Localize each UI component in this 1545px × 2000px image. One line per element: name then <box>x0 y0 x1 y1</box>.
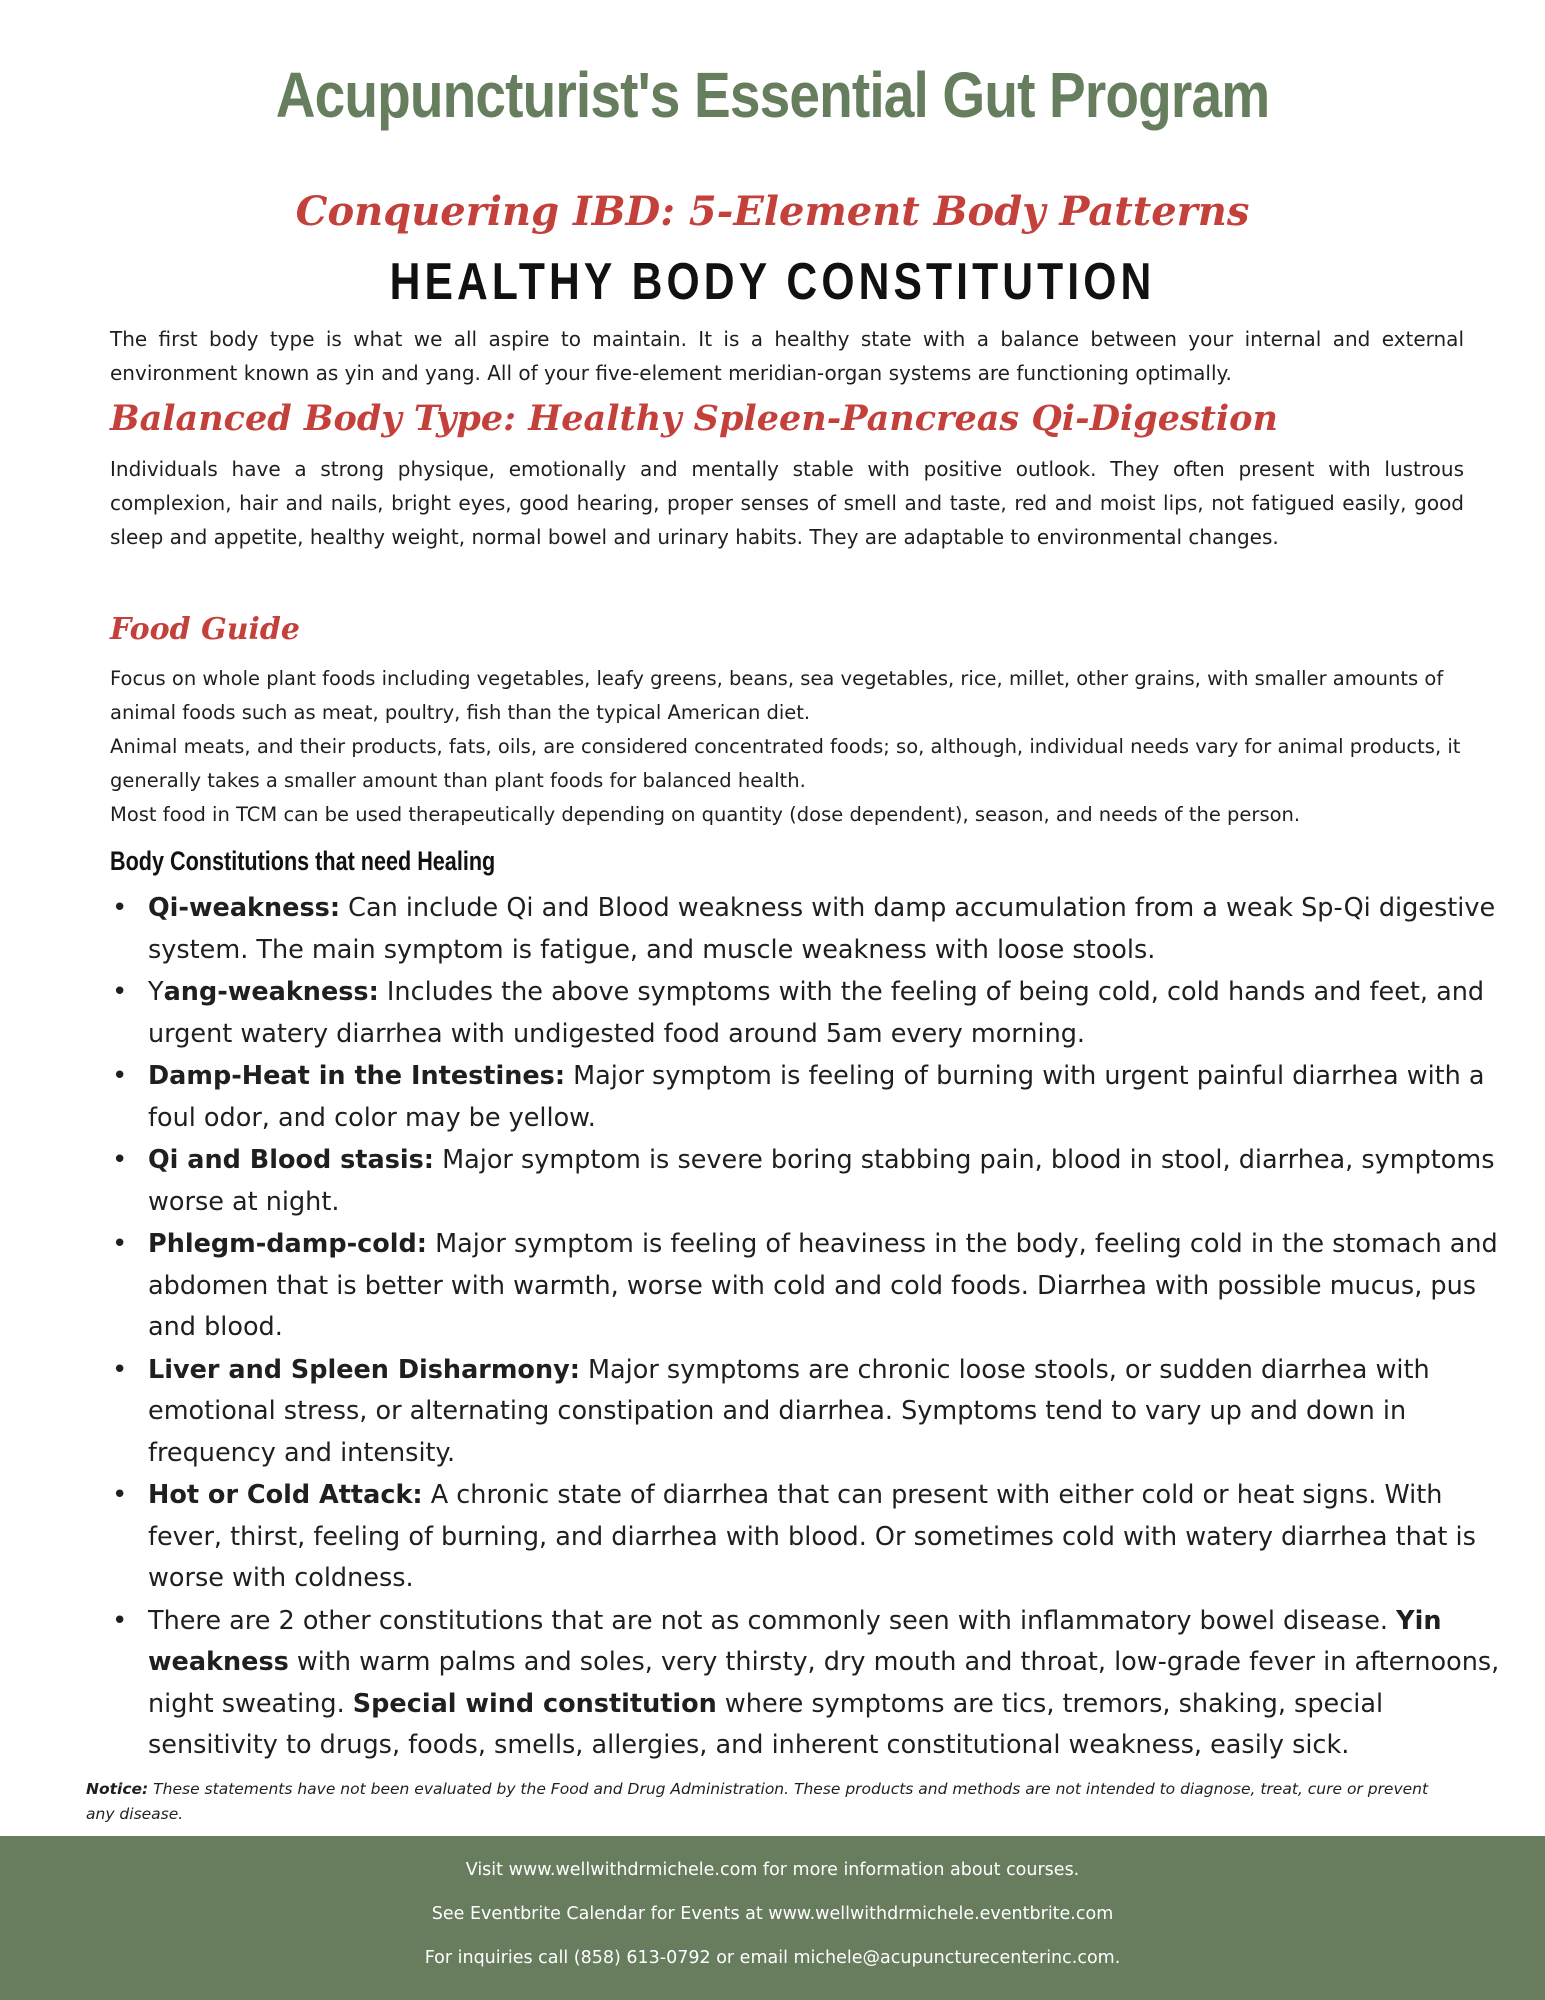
notice-text: These statements have not been evaluated by the Food and Drug Administration. These products and methods are not intended to diagnose, treat, cure or prevent any disease. <box>86 1780 1429 1823</box>
other-constitutions-text: There are 2 other constitutions that are not as commonly seen with inflammatory bowel disease. <box>148 1605 1397 1636</box>
bullet-icon: • <box>112 1605 128 1636</box>
constitutions-heading: Body Constitutions that need Healing <box>110 846 496 876</box>
document-title: Acupuncturist's Essential Gut Program <box>275 59 1270 131</box>
constitution-description: Major symptom is severe boring stabbing pain, blood in stool, diarrhea, symptoms worse at night. <box>148 1145 1495 1217</box>
balanced-body-heading: Balanced Body Type: Healthy Spleen-Pancreas Qi-Digestion <box>110 398 1278 439</box>
intro-paragraph: The first body type is what we all aspire to maintain. It is a healthy state with a balance between your internal and external environment known as yin and yang. All of your five-element meridian-organ systems are functioning optimally. <box>110 327 1464 385</box>
document-subtitle: Conquering IBD: 5-Element Body Patterns <box>295 188 1250 235</box>
constitution-description: Major symptoms are chronic loose stools, or sudden diarrhea with emotional stress, or alternating constipation and diarrhea. Symptoms tend to vary up and down in frequency and intensity. <box>148 1354 1430 1468</box>
bullet-icon: • <box>112 1480 128 1510</box>
constitution-description: Major symptom is feeling of heaviness in the body, feeling cold in the stomach and abdomen that is better with warmth, worse with cold and cold foods. Diarrhea with possible mucus, pus and blood. <box>148 1229 1498 1342</box>
section-title: HEALTHY BODY CONSTITUTION <box>389 253 1156 311</box>
footer-eventbrite-line: See Eventbrite Calendar for Events at www.wellwithdrmichele.eventbrite.com <box>431 1904 1114 1924</box>
bullet-icon: • <box>112 893 128 923</box>
list-item <box>110 972 1500 1055</box>
constitution-description: with warm palms and soles, very thirsty, dry mouth and throat, low-grade fever in afternoons, night sweating. <box>148 1647 1500 1719</box>
food-guide-heading: Food Guide <box>110 612 300 647</box>
constitution-name: Yin weakness <box>148 1605 1442 1677</box>
constitutions-list <box>110 888 1500 1768</box>
balanced-body-paragraph: Individuals have a strong physique, emotionally and mentally stable with positive outlook. They often present with lustrous complexion, hair and nails, bright eyes, good hearing, proper senses of smell and taste, red and moist lips, not fatigued easily, good sleep and appetite, healthy weight, normal bowel and urinary habits. They are adaptable to environmental changes. <box>110 457 1464 549</box>
constitution-name: Damp-Heat in the Intestines: <box>148 1061 566 1091</box>
constitution-name: Qi and Blood stasis: <box>148 1145 435 1175</box>
list-item <box>110 888 1500 971</box>
constitution-name: ang-weakness: <box>163 977 379 1007</box>
constitution-name: Liver and Spleen Disharmony: <box>148 1354 580 1385</box>
list-item <box>110 1224 1500 1349</box>
list-item <box>110 1140 1500 1223</box>
constitution-description: A chronic state of diarrhea that can present with either cold or heat signs. With fever, thirst, feeling of burning, and diarrhea with blood. Or sometimes cold with watery diarrhea that is worse with coldness. <box>148 1480 1476 1593</box>
list-item <box>110 1056 1500 1139</box>
constitution-name: Phlegm-damp-cold: <box>148 1229 427 1259</box>
list-item <box>110 1601 1500 1767</box>
fda-notice <box>86 1777 1456 1827</box>
notice-label: Notice: <box>86 1780 149 1798</box>
bullet-icon: • <box>112 977 128 1007</box>
bullet-icon: • <box>112 1354 128 1385</box>
constitution-name: Hot or Cold Attack: <box>148 1480 423 1510</box>
constitution-description: Can include Qi and Blood weakness with damp accumulation from a weak Sp-Qi digestive system. The main symptom is fatigue, and muscle weakness with loose stools. <box>148 893 1496 965</box>
footer-website-line: Visit www.wellwithdrmichele.com for more information about courses. <box>465 1860 1080 1880</box>
list-item <box>110 1475 1500 1600</box>
constitution-description: where symptoms are tics, tremors, shaking, special sensitivity to drugs, foods, smells, allergies, and inherent constitutional weakness, easily sick. <box>148 1688 1384 1760</box>
list-item <box>110 1350 1500 1475</box>
food-guide-paragraph-2: Animal meats, and their products, fats, oils, are considered concentrated foods; so, although, individual needs vary for animal products, it generally takes a smaller amount than plant foods for balanced health. <box>110 735 1461 792</box>
food-guide-paragraph-3: Most food in TCM can be used therapeutically depending on quantity (dose dependent), season, and needs of the person. <box>110 803 1301 826</box>
constitution-name: Qi-weakness: <box>148 893 341 923</box>
bullet-icon: • <box>112 1061 128 1091</box>
constitution-name: Special wind constitution <box>352 1688 717 1719</box>
bullet-icon: • <box>112 1145 128 1175</box>
constitution-prefix: Y <box>148 977 164 1007</box>
constitution-description: Includes the above symptoms with the feeling of being cold, cold hands and feet, and urgent watery diarrhea with undigested food around 5am every morning. <box>148 977 1485 1049</box>
food-guide-paragraph-1: Focus on whole plant foods including vegetables, leafy greens, beans, sea vegetables, rice, millet, other grains, with smaller amounts of animal foods such as meat, poultry, fish than the typical American diet. <box>110 667 1444 724</box>
footer-banner <box>0 1836 1545 2000</box>
footer-contact-line: For inquiries call (858) 613-0792 or email michele@acupuncturecenterinc.com. <box>424 1948 1121 1968</box>
constitution-description: Major symptom is feeling of burning with urgent painful diarrhea with a foul odor, and color may be yellow. <box>148 1061 1485 1133</box>
bullet-icon: • <box>112 1229 128 1259</box>
